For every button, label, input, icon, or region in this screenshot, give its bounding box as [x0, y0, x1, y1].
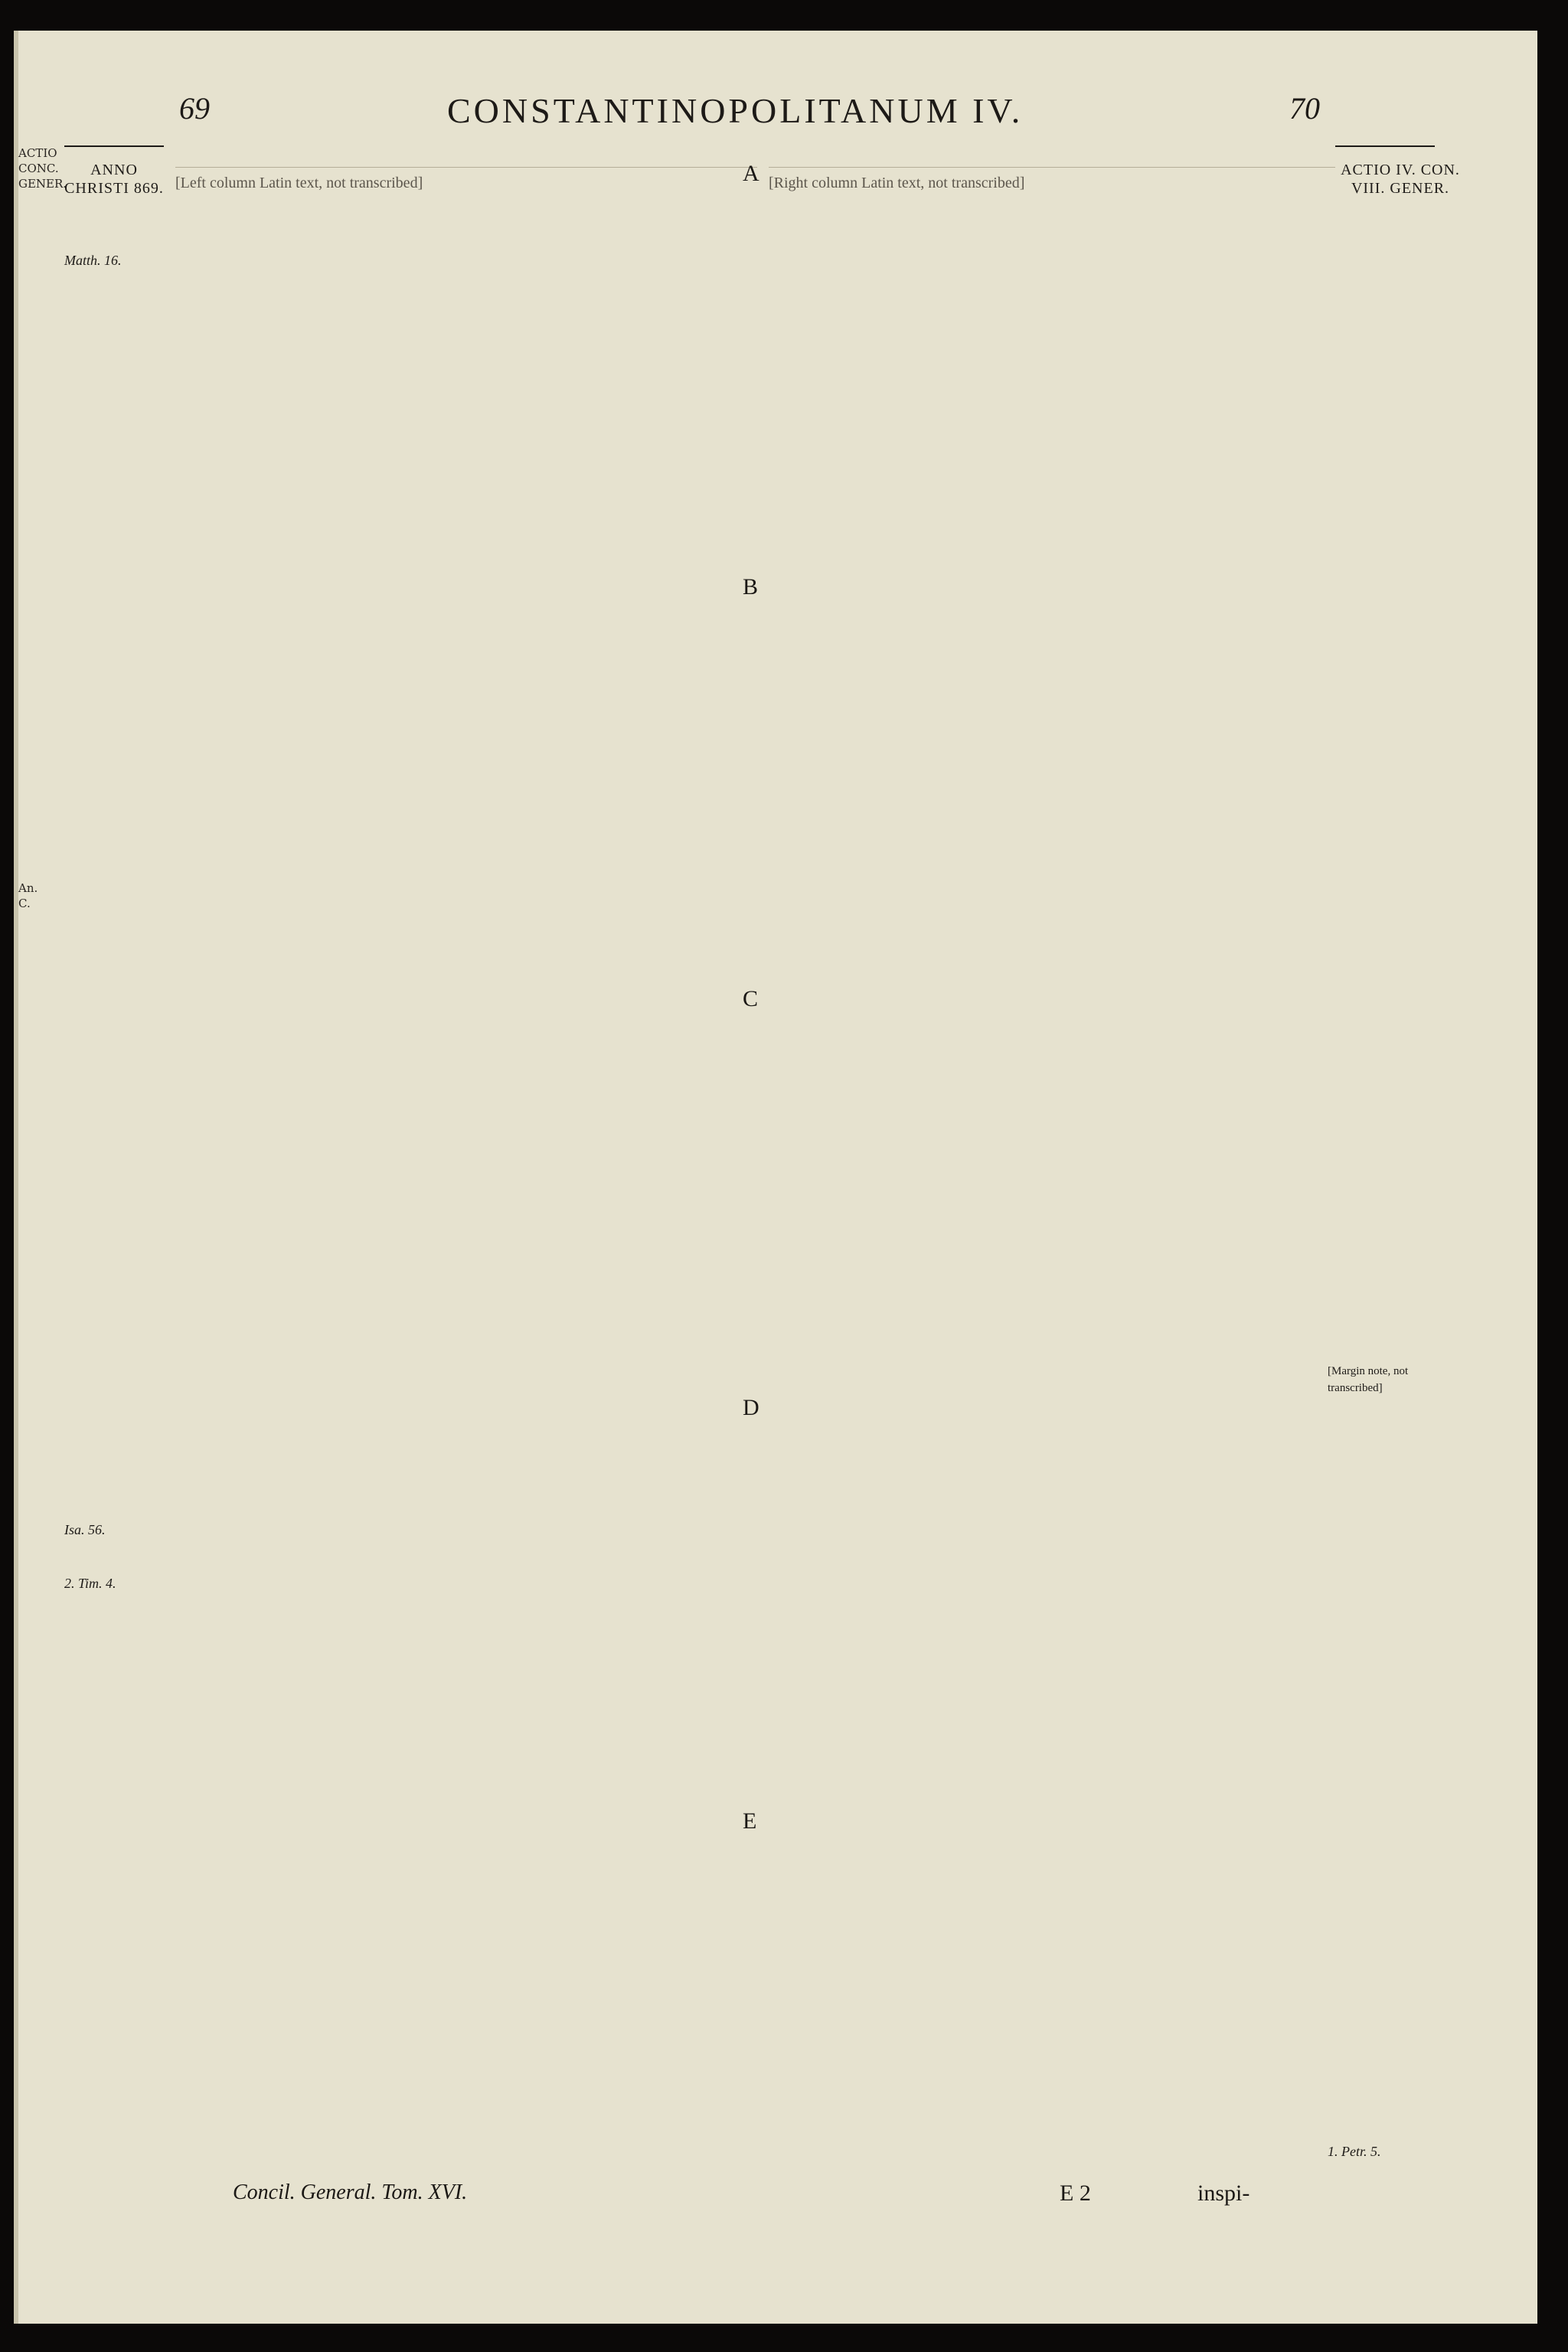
- left-margin: [64, 161, 164, 198]
- left-column-text: [Left column Latin text, not transcribed]: [175, 167, 757, 194]
- volume-line: Concil. General. Tom. XVI.: [233, 2180, 468, 2204]
- margin-ref: Isa. 56.: [64, 1522, 106, 1537]
- book-page: [14, 31, 1537, 2324]
- page-footer: [233, 2180, 1305, 2211]
- previous-page-edge: [18, 145, 67, 1064]
- margin-ref: Matth. 16.: [64, 253, 122, 268]
- folio-right: 70: [1289, 91, 1320, 126]
- prev-edge-line: GENER.: [18, 177, 67, 191]
- prev-edge-line: CONC.: [18, 162, 59, 175]
- left-column: [175, 167, 757, 203]
- right-margin: [1328, 161, 1473, 198]
- folio-left: 69: [179, 91, 210, 126]
- side-footnote: [Margin note, not transcribed]: [1328, 1365, 1409, 1394]
- header-rule-right: [1335, 145, 1435, 147]
- running-title: CONSTANTINOPOLITANUM IV.: [447, 91, 1024, 130]
- page-header: [172, 90, 1320, 144]
- prev-edge-line: An. C.: [18, 881, 38, 910]
- margin-ref: 1. Petr. 5.: [1328, 2144, 1381, 2159]
- session-box: ACTIO IV. CON. VIII. GENER.: [1341, 162, 1460, 197]
- section-letter-e: E: [743, 1808, 757, 1834]
- section-letter-c: C: [743, 986, 759, 1011]
- right-column: [769, 167, 1335, 203]
- right-column-text: [Right column Latin text, not transcribed]: [769, 167, 1335, 194]
- header-rule-left: [64, 145, 164, 147]
- prev-edge-line: ACTIO: [18, 146, 57, 160]
- catchword: inspi-: [1197, 2180, 1250, 2206]
- section-letter-a: A: [743, 161, 760, 186]
- section-letter-b: B: [743, 574, 759, 599]
- signature-mark: E 2: [1060, 2180, 1091, 2206]
- margin-ref: 2. Tim. 4.: [64, 1576, 116, 1591]
- section-letter-d: D: [743, 1395, 760, 1420]
- year-box: ANNO CHRISTI 869.: [64, 162, 164, 197]
